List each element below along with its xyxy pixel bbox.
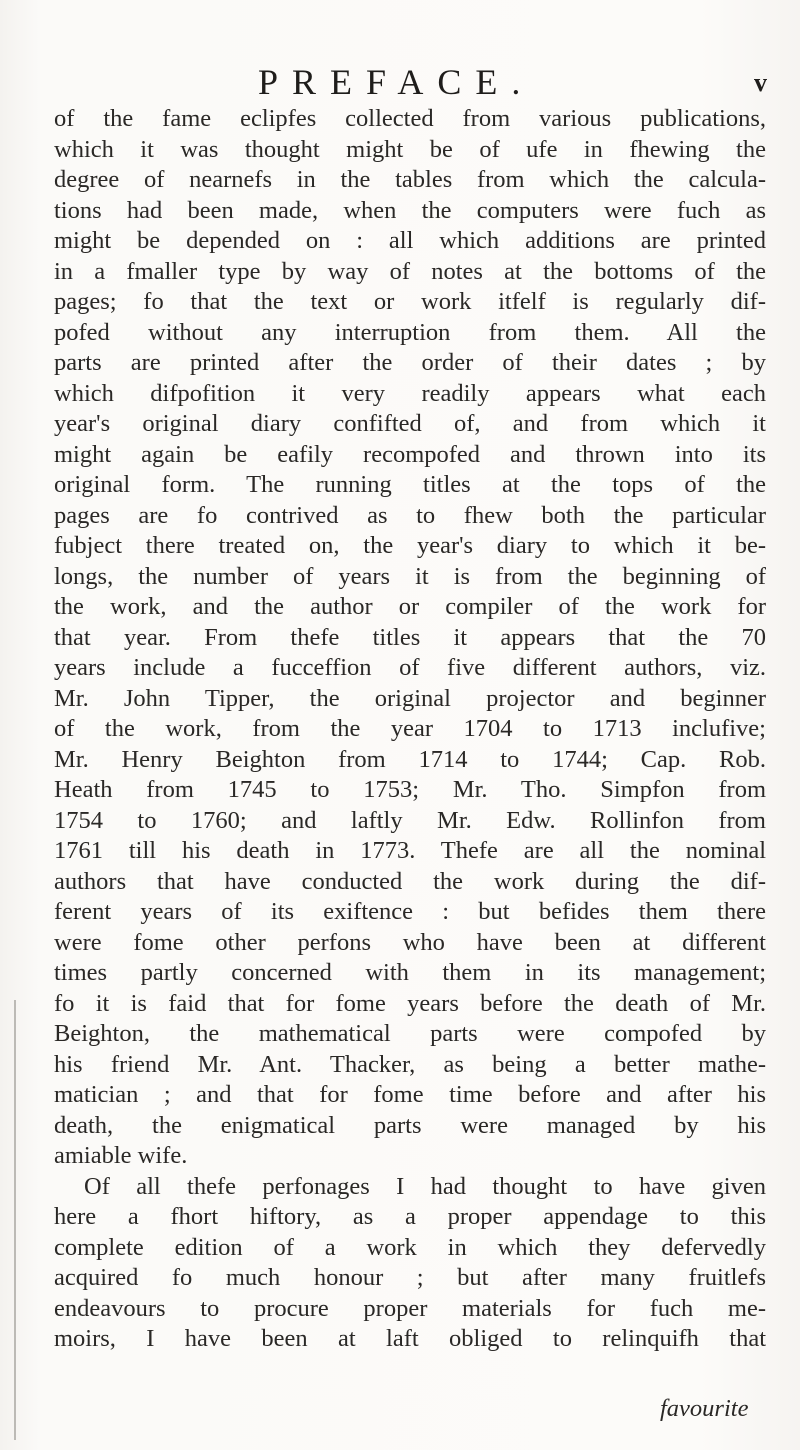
text-line: death, the enigmatical parts were managed by his: [54, 1111, 766, 1139]
text-line: that year. From thefe titles it appears that the 70: [54, 623, 766, 651]
text-line: might again be eafily recompofed and thrown into its: [54, 440, 766, 468]
text-line: Mr. John Tipper, the original projector and beginner: [54, 684, 766, 712]
text-line: of the work, from the year 1704 to 1713 inclufive;: [54, 715, 766, 742]
text-line: fubject there treated on, the year's diary to which it be-: [54, 532, 766, 559]
text-line: Heath from 1745 to 1753; Mr. Tho. Simpfon from: [54, 776, 766, 803]
text-line: times partly concerned with them in its management;: [54, 959, 766, 986]
text-line: pages are fo contrived as to fhew both the particular: [54, 501, 766, 529]
page-number: v: [754, 68, 767, 97]
text-line: ferent years of its exiftence : but befides them there: [54, 898, 766, 925]
text-line: were fome other perfons who have been at different: [54, 928, 766, 956]
running-title: PREFACE.: [258, 62, 535, 102]
text-line: might be depended on : all which additions are printed: [54, 227, 766, 254]
text-line: in a fmaller type by way of notes at the bottoms of the: [54, 257, 766, 285]
text-line: parts are printed after the order of their dates ; by: [54, 349, 766, 376]
text-line: Mr. Henry Beighton from 1714 to 1744; Cap. Rob.: [54, 745, 766, 773]
text-line: 1754 to 1760; and laftly Mr. Edw. Rollinfon from: [54, 806, 766, 834]
text-line: Of all thefe perfonages I had thought to have given: [84, 1172, 766, 1200]
text-line: the work, and the author or compiler of the work for: [54, 593, 766, 620]
text-line: endeavours to procure proper materials for fuch me-: [54, 1294, 766, 1322]
text-line: tions had been made, when the computers were fuch as: [54, 196, 766, 224]
text-line: which it was thought might be of ufe in fhewing the: [54, 135, 766, 163]
text-line: original form. The running titles at the tops of the: [54, 471, 766, 498]
text-line: amiable wife.: [54, 1142, 188, 1169]
text-line: 1761 till his death in 1773. Thefe are all the nominal: [54, 837, 766, 864]
text-line: authors that have conducted the work during the dif-: [54, 867, 766, 895]
text-line: complete edition of a work in which they defervedly: [54, 1233, 766, 1261]
text-line: here a fhort hiftory, as a proper appendage to this: [54, 1203, 766, 1230]
page-edge-shadow: [14, 1000, 16, 1440]
text-line: fo it is faid that for fome years before the death of Mr.: [54, 989, 766, 1017]
text-line: longs, the number of years it is from the beginning of: [54, 562, 766, 590]
text-line: matician ; and that for fome time before and after his: [54, 1081, 766, 1108]
text-line: moirs, I have been at laft obliged to relinquifh that: [54, 1325, 766, 1352]
text-line: Beighton, the mathematical parts were compofed by: [54, 1020, 766, 1047]
catchword: favourite: [660, 1395, 749, 1422]
text-line: degree of nearnefs in the tables from which the calcula-: [54, 166, 766, 193]
text-line: his friend Mr. Ant. Thacker, as being a better mathe-: [54, 1050, 766, 1078]
text-line: year's original diary confifted of, and from which it: [54, 410, 766, 437]
text-line: of the fame eclipfes collected from various publications,: [54, 105, 766, 132]
text-line: pages; fo that the text or work itfelf is regularly dif-: [54, 288, 766, 315]
page-header: [0, 62, 800, 102]
preface-body-text: [54, 104, 766, 1355]
text-line: which difpofition it very readily appears what each: [54, 379, 766, 407]
text-line: pofed without any interruption from them. All the: [54, 318, 766, 346]
text-line: years include a fucceffion of five different authors, viz.: [54, 654, 766, 681]
text-line: acquired fo much honour ; but after many fruitlefs: [54, 1264, 766, 1291]
